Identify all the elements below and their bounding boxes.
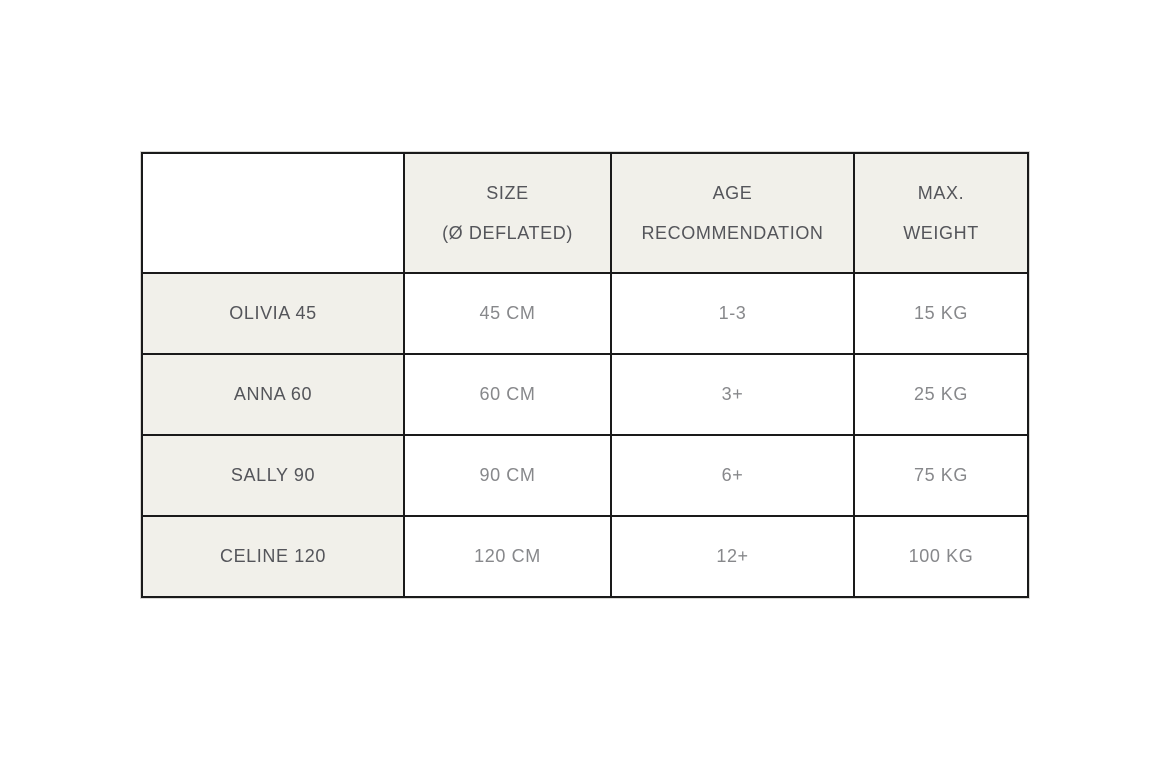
row-label: OLIVIA 45 [142, 273, 404, 354]
header-weight-line2: WEIGHT [903, 223, 979, 243]
max-weight-value: 15 KG [854, 273, 1028, 354]
size-spec-table [141, 152, 1029, 598]
table-row-olivia-45 [142, 273, 1028, 354]
header-cell-max-weight [854, 153, 1028, 273]
header-age-line2: RECOMMENDATION [641, 223, 824, 243]
table-row-anna-60 [142, 354, 1028, 435]
header-weight-line1: MAX. [917, 183, 965, 203]
table-row-celine-120 [142, 516, 1028, 597]
size-value: 60 CM [404, 354, 611, 435]
age-value: 12+ [611, 516, 854, 597]
header-size-line1: SIZE [486, 183, 529, 203]
row-label: SALLY 90 [142, 435, 404, 516]
header-cell-product-empty [142, 153, 404, 273]
table-body [142, 273, 1028, 597]
header-age-line1: AGE [712, 183, 753, 203]
header-cell-size [404, 153, 611, 273]
size-value: 45 CM [404, 273, 611, 354]
table-header [142, 153, 1028, 273]
header-size-line2: (Ø DEFLATED) [442, 223, 573, 243]
header-row [142, 153, 1028, 273]
size-value: 120 CM [404, 516, 611, 597]
max-weight-value: 75 KG [854, 435, 1028, 516]
age-value: 3+ [611, 354, 854, 435]
size-spec-table-container [141, 152, 1029, 598]
header-cell-age-recommendation [611, 153, 854, 273]
table-row-sally-90 [142, 435, 1028, 516]
max-weight-value: 25 KG [854, 354, 1028, 435]
max-weight-value: 100 KG [854, 516, 1028, 597]
size-value: 90 CM [404, 435, 611, 516]
row-label: ANNA 60 [142, 354, 404, 435]
row-label: CELINE 120 [142, 516, 404, 597]
age-value: 1-3 [611, 273, 854, 354]
age-value: 6+ [611, 435, 854, 516]
